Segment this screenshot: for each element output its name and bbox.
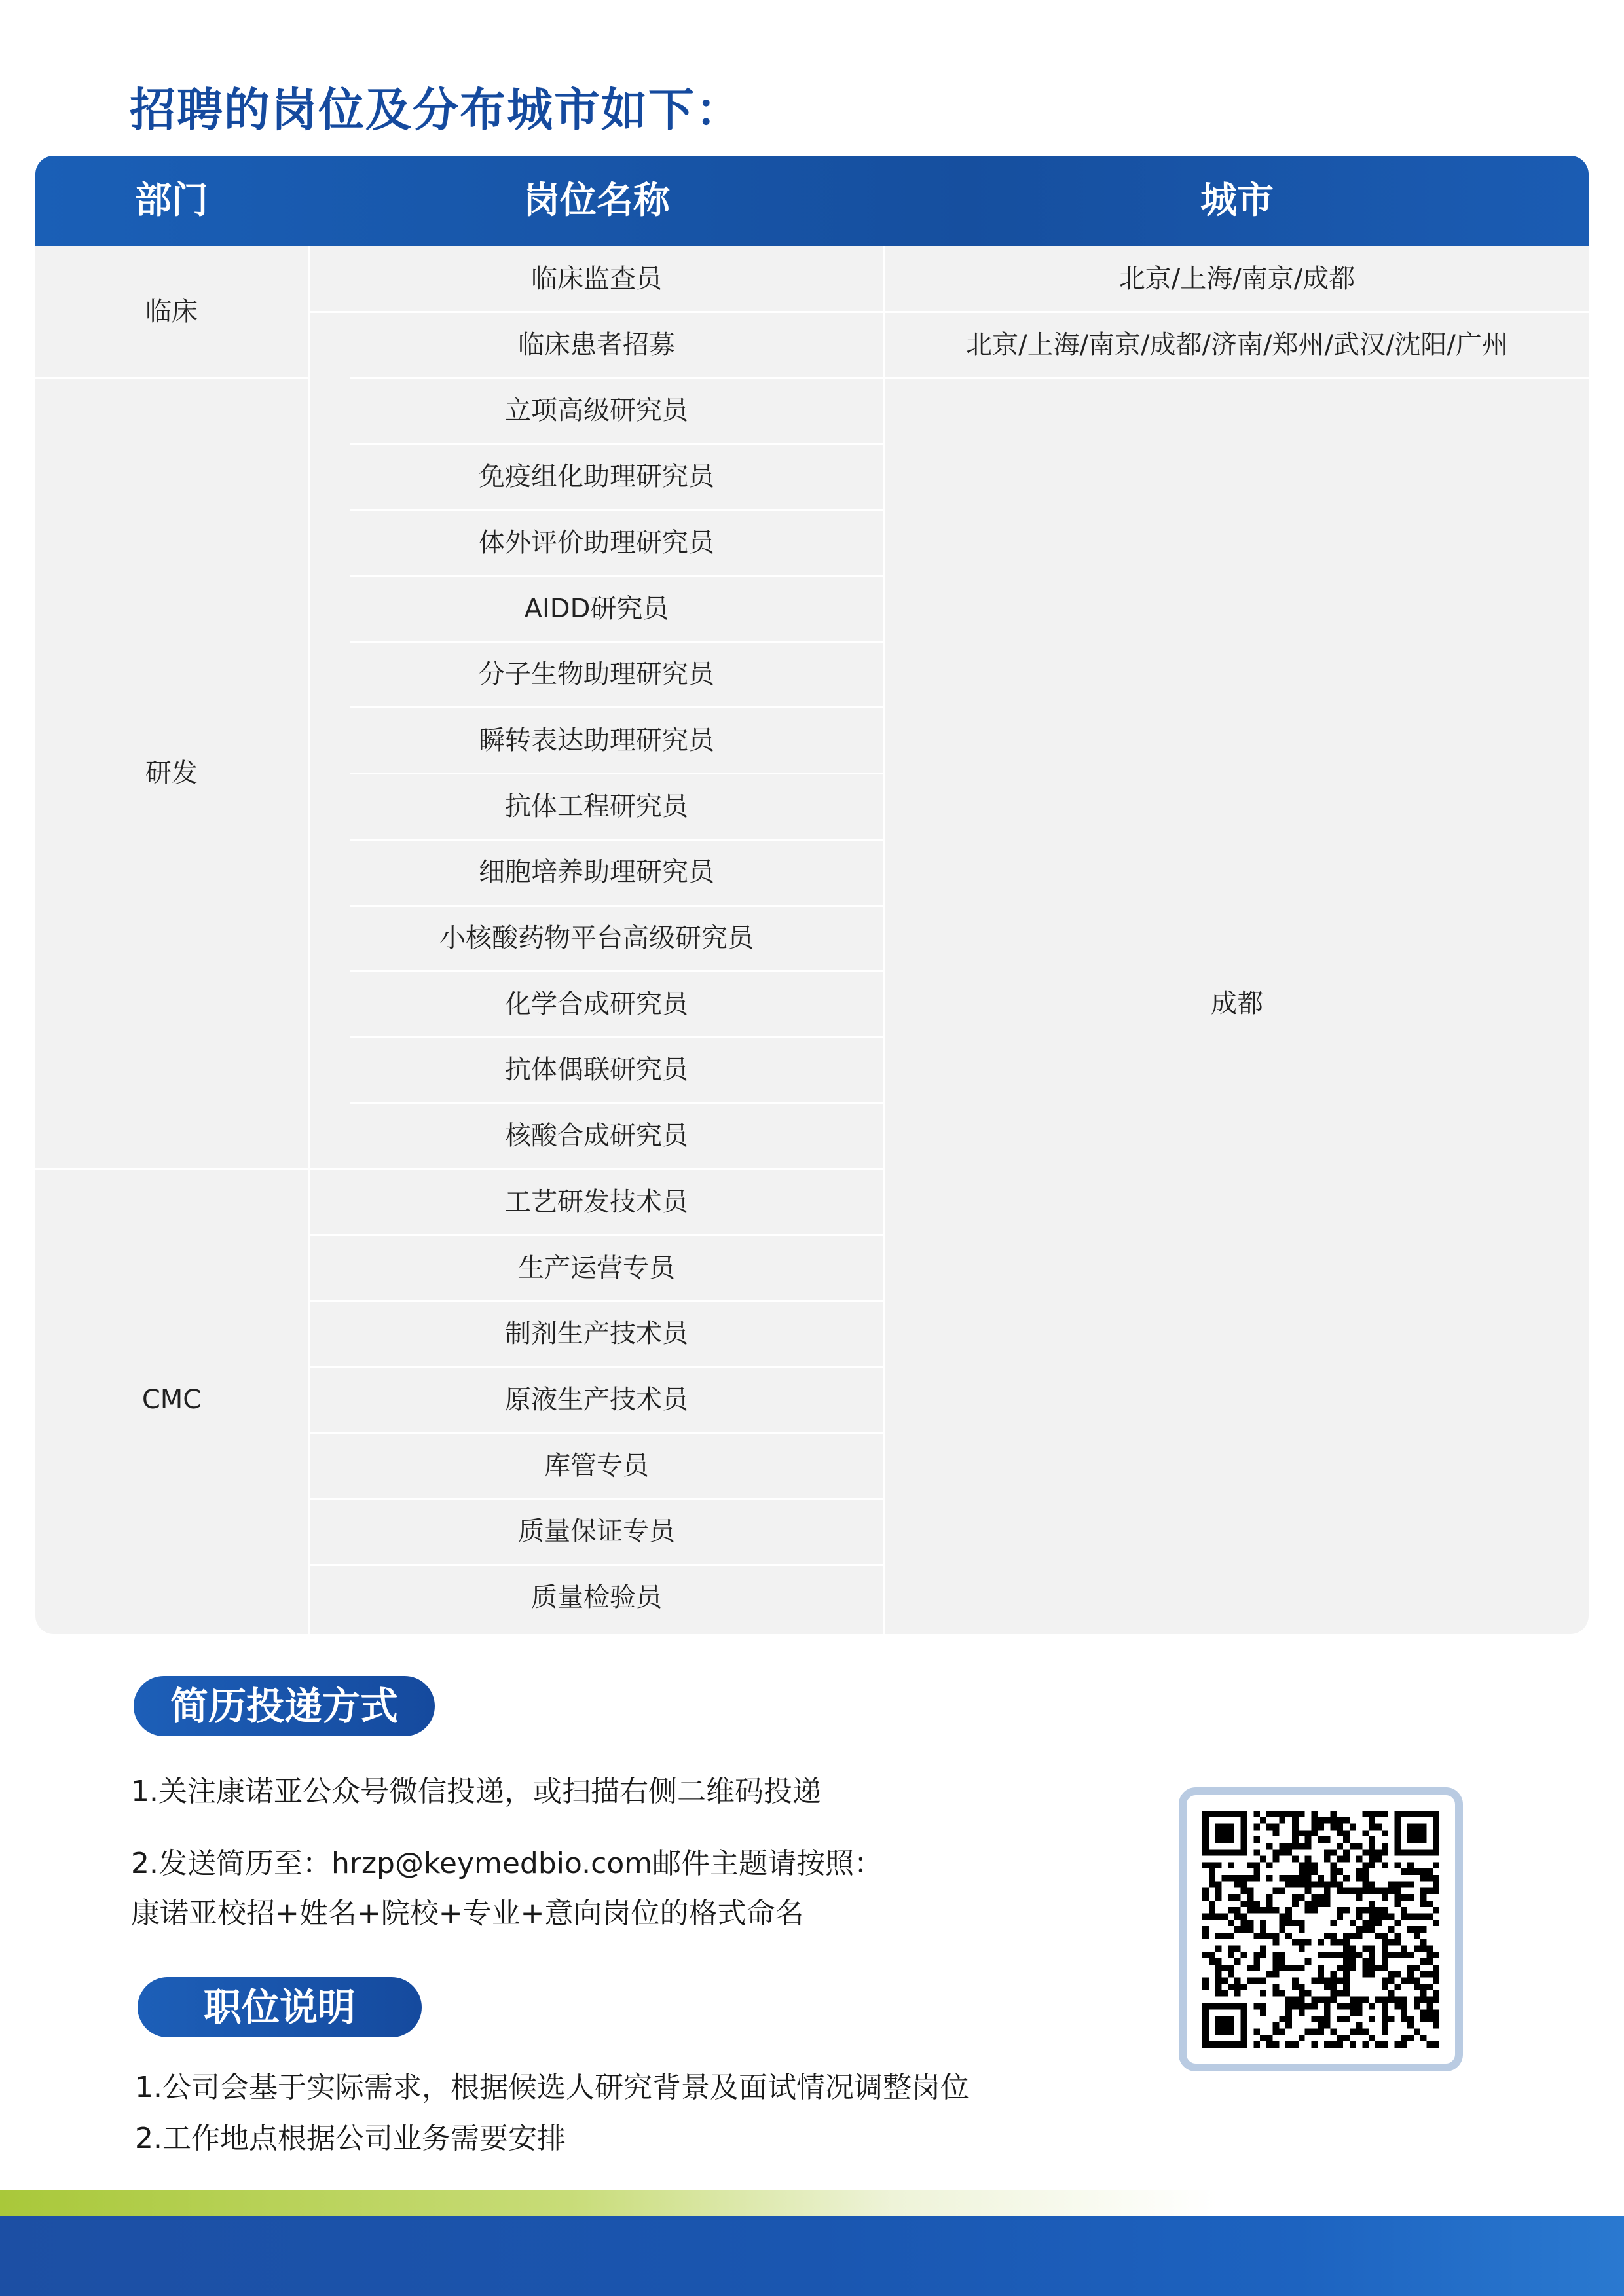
position-cell: 工艺研发技术员 [505, 1186, 688, 1217]
table-header [35, 156, 1589, 246]
dept-divider [35, 377, 308, 379]
position-divider [310, 1168, 883, 1170]
city-divider [885, 311, 1589, 313]
position-cell: 质量检验员 [531, 1582, 662, 1613]
resume-section-title: 简历投递方式 [134, 1676, 435, 1736]
position-divider [350, 1036, 883, 1038]
footer-blue-band [0, 2216, 1624, 2296]
city-cell: 北京/上海/南京/成都 [1118, 264, 1356, 294]
position-divider [350, 509, 883, 511]
notes-line-1: 1.公司会基于实际需求，根据候选人研究背景及面试情况调整岗位 [135, 2071, 969, 2104]
position-cell: 瞬转表达助理研究员 [479, 725, 714, 756]
position-divider [350, 575, 883, 577]
position-cell: 质量保证专员 [518, 1516, 675, 1547]
position-divider [350, 706, 883, 708]
position-cell: 原液生产技术员 [505, 1384, 688, 1415]
position-cell: 临床患者招募 [518, 329, 675, 360]
position-divider [310, 1366, 883, 1368]
qr-code-icon [1202, 1811, 1439, 2048]
positions-table [35, 156, 1589, 1634]
dept-cell: CMC [141, 1384, 202, 1415]
qr-code-frame[interactable] [1179, 1787, 1463, 2071]
position-cell: AIDD研究员 [524, 593, 669, 624]
position-divider [310, 311, 883, 313]
position-divider [350, 773, 883, 774]
position-cell: 化学合成研究员 [505, 989, 688, 1019]
position-cell: 库管专员 [544, 1450, 649, 1481]
header-position: 岗位名称 [523, 179, 670, 222]
footer-green-band [0, 2190, 1624, 2216]
position-divider [350, 905, 883, 907]
position-cell: 抗体偶联研究员 [505, 1055, 688, 1085]
position-cell: 生产运营专员 [518, 1252, 675, 1283]
resume-line-1: 1.关注康诺亚公众号微信投递，或扫描右侧二维码投递 [131, 1775, 821, 1808]
position-divider [310, 1432, 883, 1434]
dept-divider [35, 1168, 308, 1170]
header-city: 城市 [1200, 179, 1274, 222]
position-cell: 临床监查员 [531, 264, 662, 294]
position-cell: 核酸合成研究员 [505, 1121, 688, 1152]
page-title: 招聘的岗位及分布城市如下： [130, 83, 743, 137]
dept-cell: 临床 [145, 297, 198, 327]
position-cell: 免疫组化助理研究员 [479, 462, 714, 492]
position-cell: 小核酸药物平台高级研究员 [439, 923, 754, 953]
position-divider [350, 641, 883, 643]
position-divider [350, 377, 883, 379]
city-cell: 北京/上海/南京/成都/济南/郑州/武汉/沈阳/广州 [966, 329, 1508, 360]
position-cell: 细胞培养助理研究员 [479, 857, 714, 888]
notes-line-2: 2.工作地点根据公司业务需要安排 [135, 2122, 566, 2155]
header-dept: 部门 [135, 179, 208, 222]
position-divider [350, 839, 883, 841]
position-divider [310, 1300, 883, 1302]
resume-line-2: 2.发送简历至：hrzp@keymedbio.com邮件主题请按照： [131, 1847, 883, 1880]
position-divider [310, 1498, 883, 1500]
position-cell: 立项高级研究员 [505, 395, 688, 426]
position-cell: 抗体工程研究员 [505, 791, 688, 822]
dept-cell: 研发 [145, 758, 198, 789]
position-divider [310, 1564, 883, 1566]
position-cell: 分子生物助理研究员 [479, 659, 714, 690]
position-divider [310, 1234, 883, 1236]
city-cell: 成都 [1211, 989, 1263, 1019]
position-divider [350, 1102, 883, 1104]
position-divider [350, 443, 883, 445]
resume-line-3: 康诺亚校招+姓名+院校+专业+意向岗位的格式命名 [131, 1897, 804, 1930]
city-divider [885, 377, 1589, 379]
position-cell: 体外评价助理研究员 [479, 527, 714, 558]
notes-section-title: 职位说明 [138, 1977, 422, 2037]
position-cell: 制剂生产技术员 [505, 1319, 688, 1349]
position-divider [350, 970, 883, 972]
